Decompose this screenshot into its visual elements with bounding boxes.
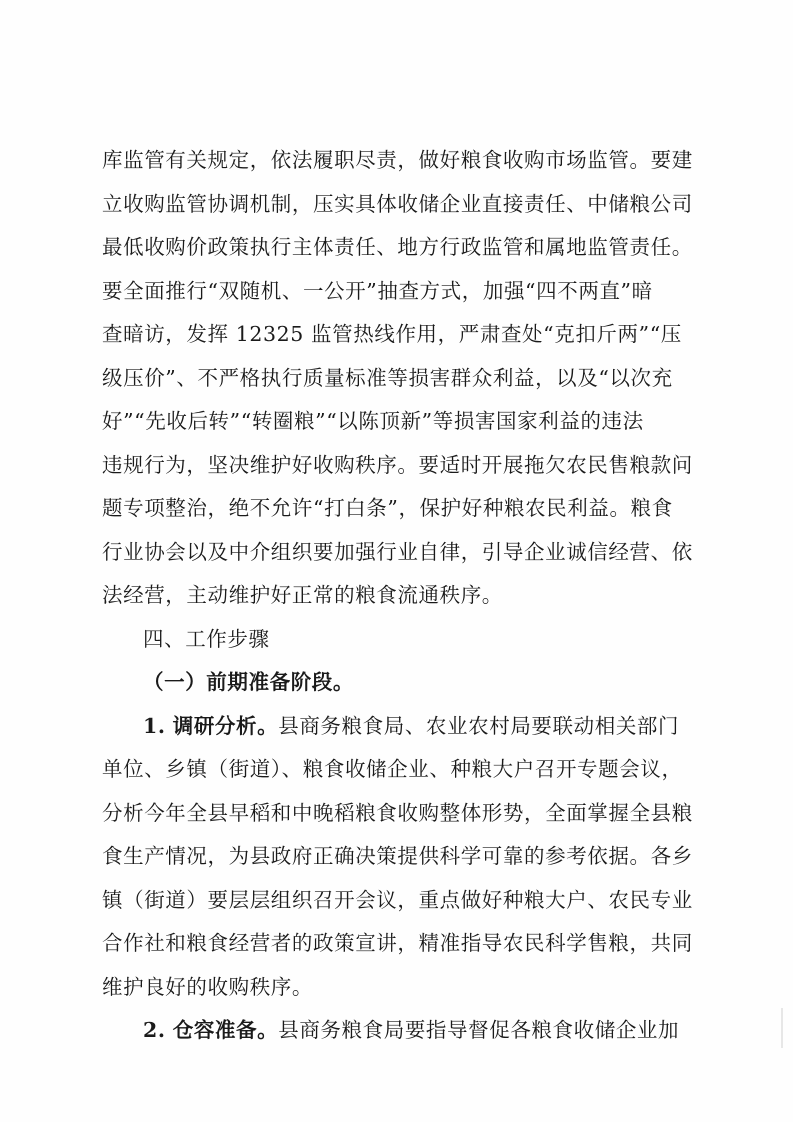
paragraph-line: 分析今年全县早稻和中晚稻粮食收购整体形势，全面掌握全县粮 — [102, 801, 693, 825]
paragraph-line: 好”“先收后转”“转圈粮”“以陈顶新”等损害国家利益的违法 — [102, 409, 644, 433]
paragraph-line: 库监管有关规定，依法履职尽责，做好粮食收购市场监管。要建 — [102, 148, 693, 172]
item-1-text: 县商务粮食局、农业农村局要联动相关部门 — [278, 714, 680, 738]
paragraph-line: 要全面推行“双随机、一公开”抽查方式，加强“四不两直”暗 — [102, 279, 653, 303]
paragraph-line: 查暗访，发挥 12325 监管热线作用，严肃查处“克扣斤两”“压 — [102, 322, 682, 346]
paragraph-line: 食生产情况，为县政府正确决策提供科学可靠的参考依据。各乡 — [102, 844, 693, 868]
paragraph-line: 最低收购价政策执行主体责任、地方行政监管和属地监管责任。 — [102, 235, 693, 259]
paragraph-line: 法经营，主动维护好正常的粮食流通秩序。 — [102, 583, 503, 607]
paragraph-line: 题专项整治，绝不允许“打白条”，保护好种粮农民利益。粮食 — [102, 496, 673, 520]
item-1-number: 1. — [143, 714, 166, 738]
subsection-heading: （一）前期准备阶段。 — [143, 670, 354, 694]
paragraph-line: 镇（街道）要层层组织召开会议，重点做好种粮大户、农民专业 — [102, 888, 693, 912]
scan-edge-mark — [781, 1008, 783, 1048]
item-2-title: 仓容准备。 — [172, 1018, 279, 1042]
paragraph-line: 行业协会以及中介组织要加强行业自律，引导企业诚信经营、依 — [102, 540, 693, 564]
paragraph-line: 立收购监管协调机制，压实具体收储企业直接责任、中储粮公司 — [102, 192, 693, 216]
paragraph-line: 违规行为，坚决维护好收购秩序。要适时开展拖欠农民售粮款问 — [102, 453, 693, 477]
paragraph-line: 级压价”、不严格执行质量标准等损害群众利益，以及“以次充 — [102, 366, 673, 390]
paragraph-line: 单位、乡镇（街道）、粮食收储企业、种粮大户召开专题会议， — [102, 757, 683, 781]
item-1-first-line — [143, 712, 692, 740]
item-2-first-line — [143, 1016, 692, 1044]
item-1-title: 调研分析。 — [172, 714, 279, 738]
item-2-text: 县商务粮食局要指导督促各粮食收储企业加 — [278, 1018, 680, 1042]
item-2-number: 2. — [143, 1018, 166, 1042]
paragraph-line: 维护良好的收购秩序。 — [102, 975, 313, 999]
paragraph-line: 合作社和粮食经营者的政策宣讲，精准指导农民科学售粮，共同 — [102, 931, 693, 955]
section-heading: 四、工作步骤 — [143, 627, 270, 651]
